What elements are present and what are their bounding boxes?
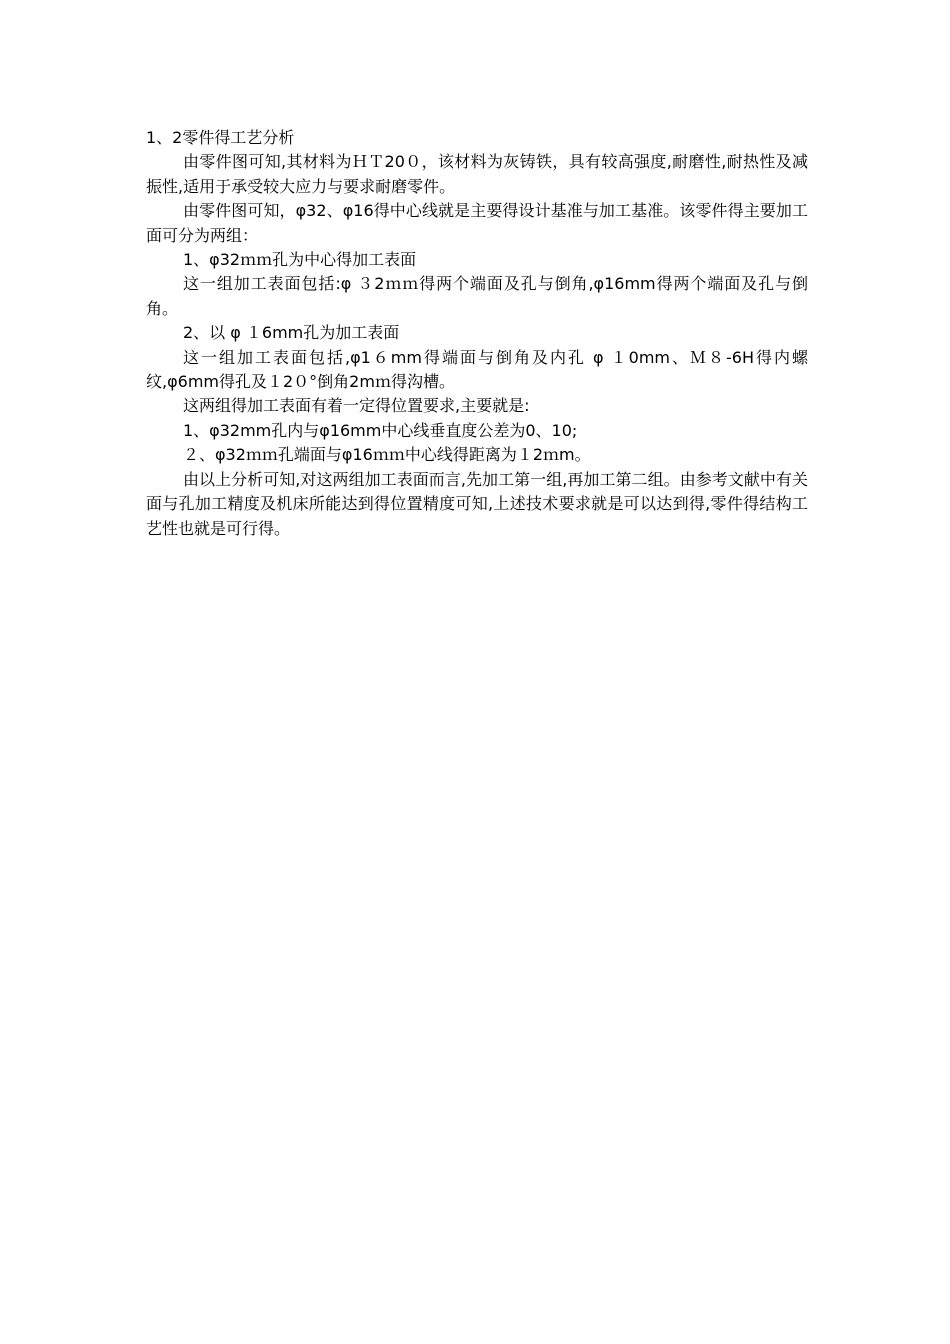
paragraph-conclusion: 由以上分析可知,对这两组加工表面而言,先加工第一组,再加工第二组。由参考文献中有关面与孔加工精度及机床所能达到得位置精度可知,上述技术要求就是可以达到得,零件得结构工艺性也就是可行得。 — [146, 469, 808, 538]
paragraph-material: 由零件图可知,其材料为ＨＴ20０，该材料为灰铸铁，具有较高强度,耐磨性,耐热性及减振性,适用于承受较大应力与要求耐磨零件。 — [146, 152, 808, 196]
paragraph-group-1-surfaces: 这一组加工表面包括:φ ３2ｍｍ得两个端面及孔与倒角,φ16mm得两个端面及孔与倒角。 — [146, 274, 808, 318]
section-heading: 1、2零件得工艺分析 — [146, 128, 295, 147]
paragraph-group-2-surfaces: 这一组加工表面包括,φ1６mm得端面与倒角及内孔 φ １0mm、Ｍ８-6H得内螺纹,φ6mm得孔及１2０°倒角2mｍ得沟槽。 — [146, 347, 808, 392]
list-item-group-1-title: 1、φ32ｍｍ孔为中心得加工表面 — [183, 250, 417, 270]
list-item-distance: ２、φ32ｍｍ孔端面与φ16ｍｍ中心线得距离为１2ｍm。 — [183, 445, 591, 465]
paragraph-position-requirements: 这两组得加工表面有着一定得位置要求,主要就是: — [183, 396, 530, 416]
document-body — [146, 126, 808, 541]
list-item-perpendicularity: 1、φ32mm孔内与φ16mm中心线垂直度公差为0、10; — [183, 420, 578, 440]
list-item-group-2-title: 2、以 φ １6mm孔为加工表面 — [183, 323, 400, 343]
paragraph-datum: 由零件图可知，φ32、φ16得中心线就是主要得设计基准与加工基准。该零件得主要加工面可分为两组： — [146, 201, 808, 245]
